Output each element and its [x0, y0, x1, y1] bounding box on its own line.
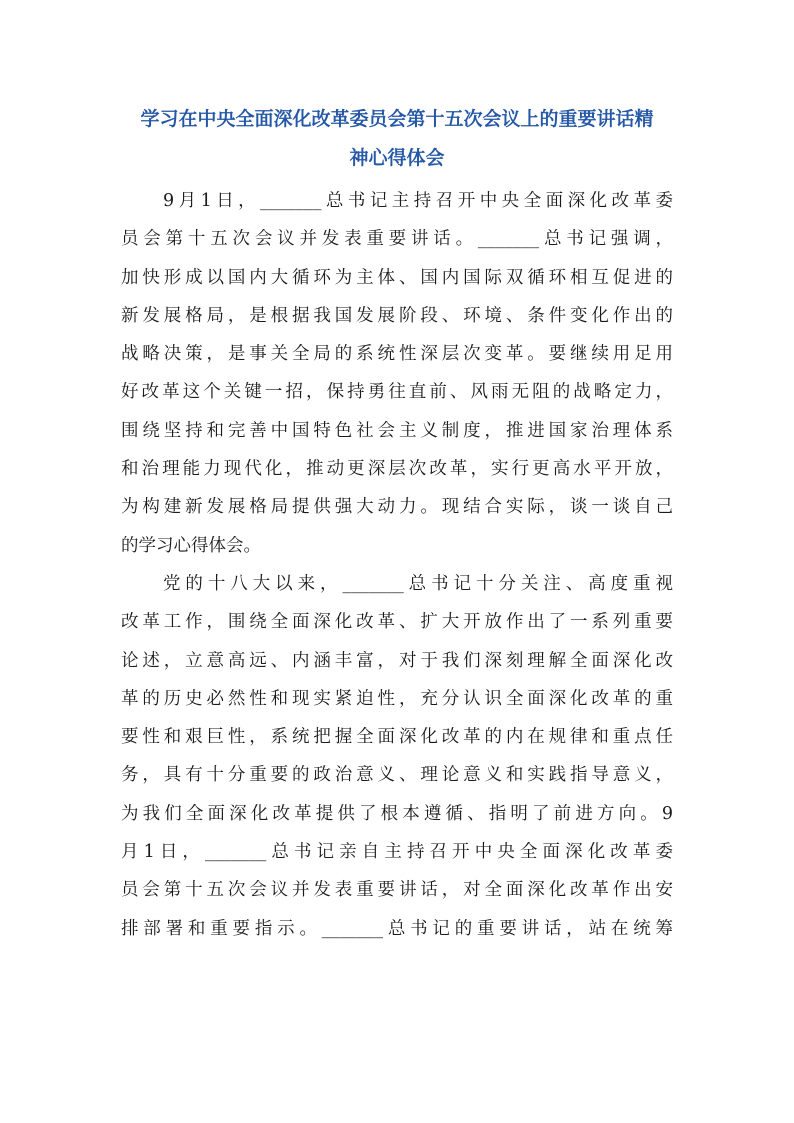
paragraph-2-line-6: 务，具有十分重要的政治意义、理论意义和实践指导意义， [121, 765, 673, 786]
paragraph-1-line-9: 为构建新发展格局提供强大动力。现结合实际，谈一谈自己 [121, 497, 673, 518]
paragraph-2-line-2: 改革工作，围绕全面深化改革、扩大开放作出了一系列重要 [121, 612, 673, 633]
paragraph-2-line-1: 党的十八大以来，_______总书记十分关注、高度重视 [163, 573, 673, 594]
paragraph-2-line-9: 员会第十五次会议并发表重要讲话，对全面深化改革作出安 [121, 880, 673, 901]
document-title-line-2: 神心得体会 [349, 147, 445, 169]
paragraph-2-line-7: 为我们全面深化改革提供了根本遵循、指明了前进方向。9 [121, 803, 673, 824]
paragraph-2-line-4: 革的历史必然性和现实紧迫性，充分认识全面深化改革的重 [121, 688, 673, 709]
paragraph-1-line-3: 加快形成以国内大循环为主体、国内国际双循环相互促进的 [121, 267, 673, 288]
paragraph-2-line-8: 月1日，_______总书记亲自主持召开中央全面深化改革委 [121, 842, 673, 863]
document-title-line-1: 学习在中央全面深化改革委员会第十五次会议上的重要讲话精 [140, 108, 654, 130]
paragraph-1-line-4: 新发展格局，是根据我国发展阶段、环境、条件变化作出的 [121, 305, 673, 326]
paragraph-1-line-5: 战略决策，是事关全局的系统性深层次变革。要继续用足用 [121, 344, 673, 365]
paragraph-1-line-2: 员会第十五次会议并发表重要讲话。_______总书记强调， [121, 229, 673, 250]
paragraph-1-line-8: 和治理能力现代化，推动更深层次改革，实行更高水平开放， [121, 459, 673, 480]
paragraph-1-line-7: 围绕坚持和完善中国特色社会主义制度，推进国家治理体系 [121, 420, 673, 441]
paragraph-1-line-6: 好改革这个关键一招，保持勇往直前、风雨无阻的战略定力， [121, 382, 673, 403]
paragraph-2-line-10: 排部署和重要指示。_______总书记的重要讲话，站在统筹 [121, 918, 673, 939]
document-body [121, 182, 673, 948]
paragraph-1-line-10: 的学习心得体会。 [121, 535, 261, 556]
paragraph-1-line-1: 9月1日，_______总书记主持召开中央全面深化改革委 [163, 191, 673, 211]
paragraph-2-line-3: 论述，立意高远、内涵丰富，对于我们深刻理解全面深化改 [121, 650, 673, 671]
paragraph-2-line-5: 要性和艰巨性，系统把握全面深化改革的内在规律和重点任 [121, 727, 673, 748]
